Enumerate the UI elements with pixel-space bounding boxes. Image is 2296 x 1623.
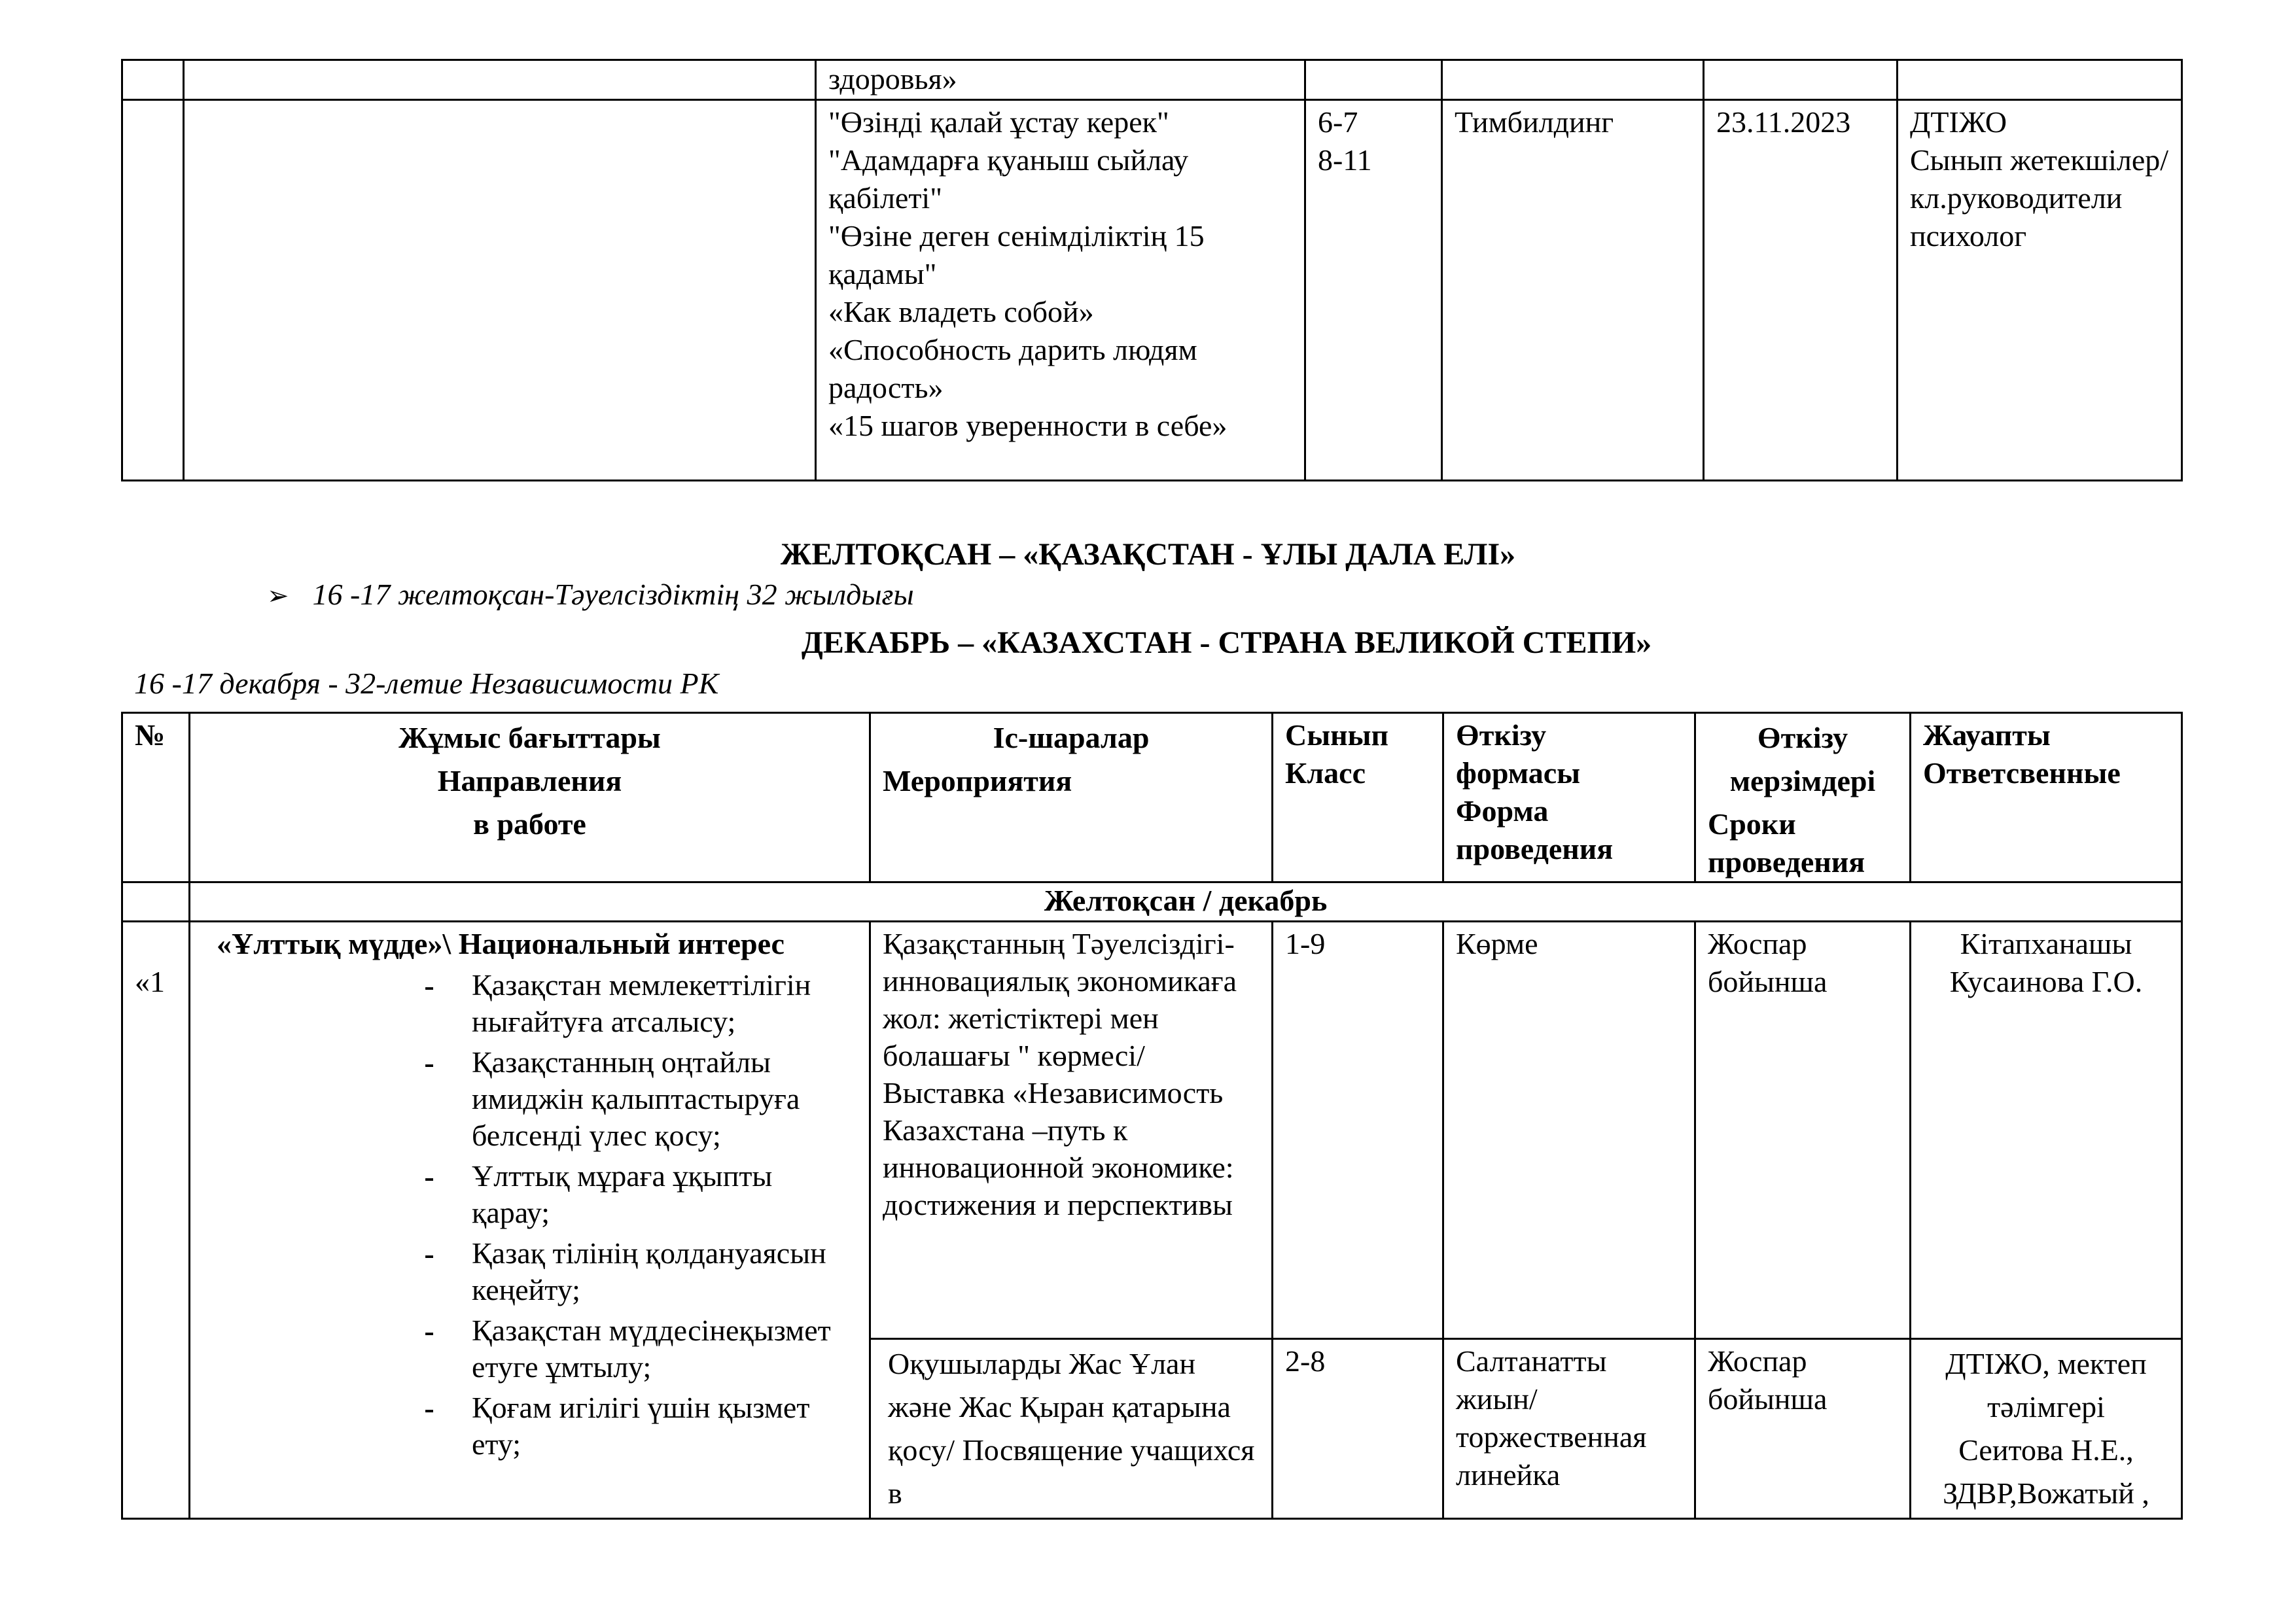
direction-item — [217, 1312, 857, 1386]
header-form-line: Форма — [1456, 794, 1549, 828]
responsible-line: тәлімгері — [1987, 1390, 2105, 1423]
dates-cell — [1695, 922, 1911, 1339]
header-events-line: Іс-шаралар — [993, 721, 1150, 754]
direction-item-text: Қоғам игілігі үшін қызмет ету; — [472, 1391, 810, 1461]
dash-marker: - — [424, 1237, 434, 1270]
dates-cell — [1695, 1339, 1911, 1519]
header-direction-line: Жұмыс бағыттары — [398, 721, 661, 754]
responsible-cell — [1911, 922, 2182, 1339]
class-cell — [1305, 60, 1442, 100]
header-class — [1273, 713, 1443, 882]
form-value: Көрме — [1456, 927, 1538, 960]
event-line: «Способность дарить людям радость» — [828, 333, 1197, 404]
form-cell — [1442, 60, 1704, 100]
direction-item-text: Қазақ тілінің қолдануаясын кеңейту; — [472, 1236, 826, 1306]
arrow-bullet-icon: ➢ — [267, 581, 289, 610]
dates-value: Жоспар бойынша — [1708, 927, 1828, 998]
header-num — [122, 713, 190, 882]
header-form-line: формасы — [1456, 756, 1581, 790]
event-line: "Өзіне деген сенімділіктің 15 қадамы" — [828, 219, 1205, 290]
dash-marker: - — [424, 1391, 434, 1425]
kz-subtitle-text: 16 -17 желтоқсан-Тәуелсіздіктің 32 жылдығы — [312, 578, 914, 611]
table-header-row — [122, 713, 2182, 882]
num-cell — [122, 100, 184, 481]
header-responsible-line: Ответсвенные — [1923, 756, 2121, 790]
header-form-line: проведения — [1456, 832, 1614, 865]
header-direction-line: в работе — [473, 807, 586, 841]
event-line: "Өзінді қалай ұстау керек" — [828, 105, 1169, 139]
class-value: 2-8 — [1285, 1344, 1326, 1378]
events-cell — [816, 60, 1305, 100]
header-dates — [1695, 713, 1911, 882]
date-cell — [1704, 100, 1898, 481]
num-cell — [122, 882, 190, 922]
form-cell — [1443, 1339, 1695, 1519]
date-cell — [1704, 60, 1898, 100]
num-cell — [122, 60, 184, 100]
event-line: "Адамдарға қуаныш сыйлау қабілеті" — [828, 143, 1189, 215]
class-value: 6-7 — [1318, 105, 1358, 139]
row-number: «1 — [135, 965, 165, 998]
kz-month-title: ЖЕЛТОҚСАН – «ҚАЗАҚСТАН - ҰЛЫ ДАЛА ЕЛІ» — [780, 537, 1516, 572]
responsible-cell — [1898, 60, 2182, 100]
month-row — [122, 882, 2182, 922]
direction-item — [217, 967, 857, 1040]
header-class-line: Класс — [1285, 756, 1366, 790]
form-value: Тимбилдинг — [1455, 105, 1614, 139]
event-text: Оқушыларды Жас Ұлан және Жас Қыран қатарына қосу/ Посвящение учащихся в — [888, 1347, 1255, 1510]
header-dates-line: Өткізу — [1757, 721, 1848, 754]
ru-month-title: ДЕКАБРЬ – «КАЗАХСТАН - СТРАНА ВЕЛИКОЙ СТЕПИ» — [801, 625, 1652, 660]
class-cell — [1273, 922, 1443, 1339]
responsible-line: ЗДВР,Вожатый , — [1943, 1476, 2149, 1510]
kz-subtitle — [267, 577, 914, 612]
direction-cell — [190, 922, 870, 1519]
class-cell — [1305, 100, 1442, 481]
header-events — [870, 713, 1273, 882]
form-cell — [1442, 100, 1704, 481]
header-direction — [190, 713, 870, 882]
direction-item — [217, 1044, 857, 1154]
responsible-line: Кусаинова Г.О. — [1949, 965, 2143, 998]
dash-marker: - — [424, 1314, 434, 1348]
form-cell — [1443, 922, 1695, 1339]
direction-title: «Ұлттық мүдде»\ Национальный интерес — [217, 927, 785, 960]
header-dates-line: Сроки — [1708, 807, 1796, 841]
direction-item-text: Қазақстан мемлекеттілігін нығайтуға атсалысу; — [472, 968, 811, 1038]
table-row — [122, 922, 2182, 1339]
responsible-line: психолог — [1910, 219, 2027, 253]
header-responsible — [1911, 713, 2182, 882]
events-cell — [816, 100, 1305, 481]
event-text: Қазақстанның Тәуелсіздігі- инновациялық экономикаға жол: жетістіктері мен болашағы " көрмесі/ Выставка «Независимость Казахстана –путь к инновационной экономике: достижения и перспективы — [883, 927, 1237, 1221]
header-events-line: Мероприятия — [883, 764, 1072, 797]
event-text: здоровья» — [828, 62, 957, 96]
responsible-cell — [1898, 100, 2182, 481]
header-form — [1443, 713, 1695, 882]
header-num-text: № — [135, 718, 166, 752]
direction-cell — [184, 100, 816, 481]
date-value: 23.11.2023 — [1716, 105, 1851, 139]
direction-item-text: Қазақстанның оңтайлы имиджін қалыптастыруға белсенді үлес қосу; — [472, 1045, 800, 1152]
events-cell — [870, 922, 1273, 1339]
event-line: «15 шагов уверенности в себе» — [828, 409, 1227, 442]
month-label-cell — [190, 882, 2182, 922]
header-dates-line: мерзімдері — [1729, 764, 1876, 797]
header-responsible-line: Жауапты — [1923, 718, 2051, 752]
header-dates-line: проведения — [1708, 845, 1865, 879]
direction-item — [217, 1389, 857, 1463]
dates-value: Жоспар бойынша — [1708, 1344, 1828, 1416]
ru-subtitle: 16 -17 декабря - 32-летие Независимости РК — [134, 667, 719, 700]
dash-marker: - — [424, 1046, 434, 1079]
responsible-line: Кітапханашы — [1960, 927, 2132, 960]
responsible-line: Сеитова Н.Е., — [1958, 1433, 2134, 1467]
direction-item-text: Қазақстан мүддесінеқызмет етуге ұмтылу; — [472, 1314, 831, 1384]
event-line: «Как владеть собой» — [828, 295, 1094, 328]
month-label: Желтоқсан / декабрь — [1044, 884, 1328, 917]
num-cell — [122, 922, 190, 1519]
form-value: Салтанатты жиын/ торжественная линейка — [1456, 1344, 1647, 1492]
class-value: 1-9 — [1285, 927, 1326, 960]
table-row — [122, 60, 2182, 100]
dash-marker: - — [424, 969, 434, 1002]
responsible-cell — [1911, 1339, 2182, 1519]
responsible-line: ДТІЖО — [1910, 105, 2007, 139]
header-direction-line: Направления — [437, 764, 622, 797]
responsible-line: ДТІЖО, мектеп — [1945, 1347, 2147, 1380]
dash-marker: - — [424, 1160, 434, 1193]
events-cell — [870, 1339, 1273, 1519]
header-form-line: Өткізу — [1456, 718, 1547, 752]
direction-cell — [184, 60, 816, 100]
direction-item-text: Ұлттық мұраға ұқыпты қарау; — [472, 1159, 773, 1229]
header-class-line: Сынып — [1285, 718, 1389, 752]
previous-plan-table — [121, 59, 2183, 481]
responsible-line: Сынып жетекшілер/ — [1910, 143, 2169, 177]
class-value: 8-11 — [1318, 143, 1372, 177]
december-plan-table — [121, 712, 2183, 1520]
direction-item — [217, 1235, 857, 1308]
table-row — [122, 100, 2182, 481]
class-cell — [1273, 1339, 1443, 1519]
responsible-line: кл.руководители — [1910, 181, 2123, 215]
direction-item — [217, 1158, 857, 1231]
